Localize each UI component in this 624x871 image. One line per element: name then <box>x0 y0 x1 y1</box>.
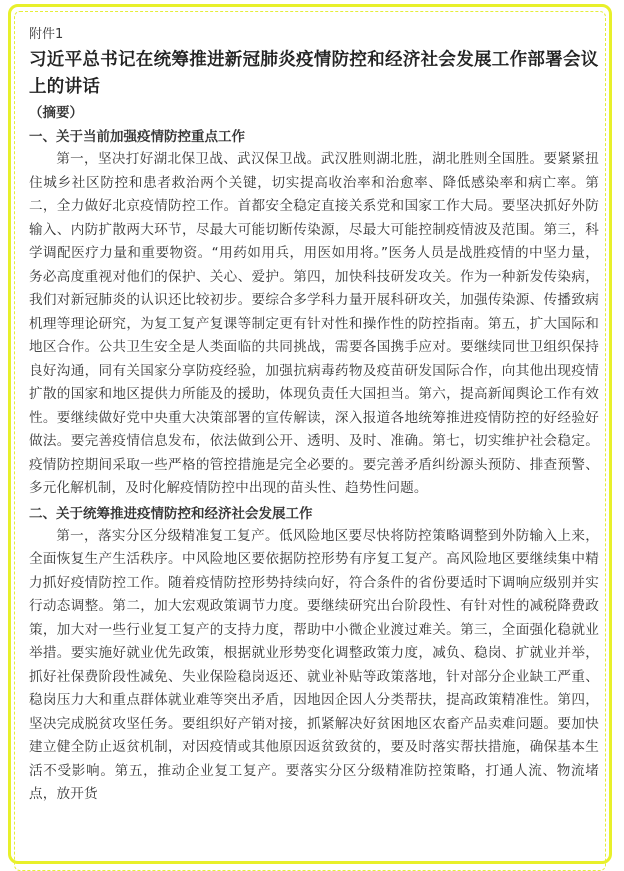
document-body <box>29 25 599 807</box>
section-heading-2: 二、关于统筹推进疫情防控和经济社会发展工作 <box>29 505 313 522</box>
section-paragraph-2: 第一，落实分区分级精准复工复产。低风险地区要尽快将防控策略调整到外防输入上来，全面恢复生产生活秩序。中风险地区要依据防控形势有序复工复产。高风险地区要继续集中精力抓好疫情防控工作。随着疫情防控形势持续向好，符合条件的省份要适时下调响应级别并实行动态调整。第二，加大宏观政策调节力度。要继续研究出台阶段性、有针对性的减税降费政策，加大对一些行业复工复产的支持力度，帮助中小微企业渡过难关。第三，全面强化稳就业举措。要实施好就业优先政策，根据就业形势变化调整政策力度，减负、稳岗、扩就业并举，抓好社保费阶段性减免、失业保险稳岗返还、就业补贴等政策落地，针对部分企业缺工严重、稳岗压力大和重点群体就业难等突出矛盾，因地因企因人分类帮扶，提高政策精准性。第四，坚决完成脱贫攻坚任务。要组织好产销对接，抓紧解决好贫困地区农畜产品卖难问题。要加快建立健全防止返贫机制，对因疫情或其他原因返贫致贫的，要及时落实帮扶措施，确保基本生活不受影响。第五，推动企业复工复产。要落实分区分级精准防控策略，打通人流、物流堵点，放开货 <box>29 527 599 802</box>
attachment-label: 附件1 <box>29 27 64 42</box>
section-paragraph-1: 第一，坚决打好湖北保卫战、武汉保卫战。武汉胜则湖北胜，湖北胜则全国胜。要紧紧扭住城乡社区防控和患者救治两个关键，切实提高收治率和治愈率、降低感染率和病亡率。第二，全力做好北京疫情防控工作。首都安全稳定直接关系党和国家工作大局。要坚决抓好外防输入、内防扩散两大环节，尽最大可能切断传染源，尽最大可能控制疫情波及范围。第三，科学调配医疗力量和重要物资。“用药如用兵，用医如用将。”医务人员是战胜疫情的中坚力量，务必高度重视对他们的保护、关心、爱护。第四，加快科技研发攻关。作为一种新发传染病，我们对新冠肺炎的认识还比较初步。要综合多学科力量开展科研攻关，加强传染源、传播致病机理等理论研究，为复工复产复课等制定更有针对性和操作性的防控指南。第五，扩大国际和地区合作。公共卫生安全是人类面临的共同挑战，需要各国携手应对。要继续同世卫组织保持良好沟通，同有关国家分享防疫经验，加强抗病毒药物及疫苗研发国际合作，向其他出现疫情扩散的国家和地区提供力所能及的援助，体现负责任大国担当。第六，提高新闻舆论工作有效性。要继续做好党中央重大决策部署的宣传解读，深入报道各地统筹推进疫情防控的好经验好做法。要完善疫情信息发布，依法做到公开、透明、及时、准确。第七，切实维护社会稳定。疫情防控期间采取一些严格的管控措施是完全必要的。要完善矛盾纠纷源头预防、排查预警、多元化解机制，及时化解疫情防控中出现的苗头性、趋势性问题。 <box>29 151 599 496</box>
section-heading-1: 一、关于当前加强疫情防控重点工作 <box>29 129 245 145</box>
summary-label: （摘要） <box>29 105 83 121</box>
document-title: 习近平总书记在统筹推进新冠肺炎疫情防控和经济社会发展工作部署会议上的讲话 <box>29 50 599 97</box>
